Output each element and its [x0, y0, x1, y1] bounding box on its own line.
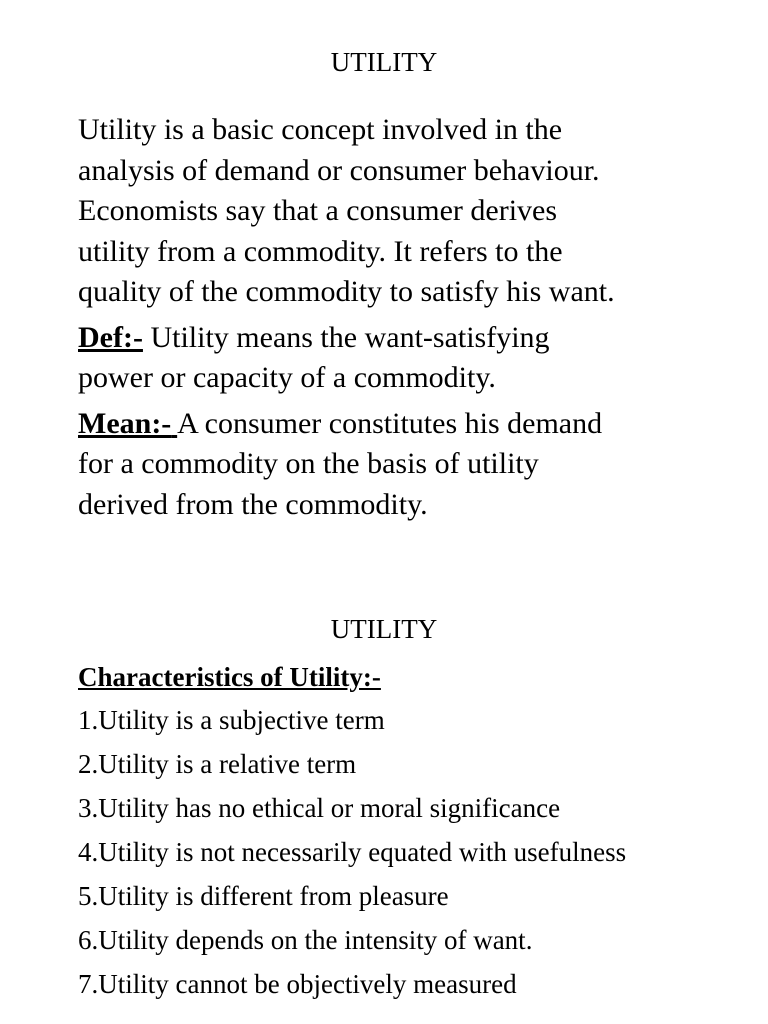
slide-title: UTILITY — [330, 614, 438, 644]
intro-line: Utility is a basic concept involved in the — [78, 113, 563, 146]
meaning-line: derived from the commodity. — [78, 487, 428, 521]
list-item: 4.Utility is not necessarily equated with usefulness — [78, 837, 627, 867]
slide-title: UTILITY — [330, 47, 438, 77]
slide-utility-characteristics — [0, 560, 768, 1024]
mean-text: A consumer constitutes his demand — [177, 406, 603, 440]
list-item: 1.Utility is a subjective term — [78, 705, 385, 735]
mean-label: Mean:- — [78, 406, 172, 440]
meaning-paragraph — [78, 404, 748, 445]
intro-line: analysis of demand or consumer behaviour. — [78, 153, 600, 187]
definition-line: power or capacity of a commodity. — [78, 361, 496, 394]
intro-line: utility from a commodity. It refers to the — [78, 234, 563, 268]
definition-paragraph — [78, 318, 748, 359]
list-item: 2.Utility is a relative term — [78, 749, 357, 779]
intro-line: quality of the commodity to satisfy his want. — [78, 275, 615, 308]
list-item: 6.Utility depends on the intensity of want. — [78, 925, 533, 955]
list-item: 3.Utility has no ethical or moral significance — [78, 793, 561, 823]
list-item: 7.Utility cannot be objectively measured — [78, 969, 517, 999]
slide-body — [78, 110, 748, 525]
list-item: 5.Utility is different from pleasure — [78, 881, 449, 911]
characteristics-list — [78, 703, 748, 1011]
intro-line: Economists say that a consumer derives — [78, 194, 558, 227]
meaning-line: for a commodity on the basis of utility — [78, 447, 539, 480]
def-label: Def:- — [78, 320, 143, 354]
def-text: Utility means the want-satisfying — [142, 320, 550, 354]
characteristics-heading: Characteristics of Utility:- — [78, 662, 381, 692]
